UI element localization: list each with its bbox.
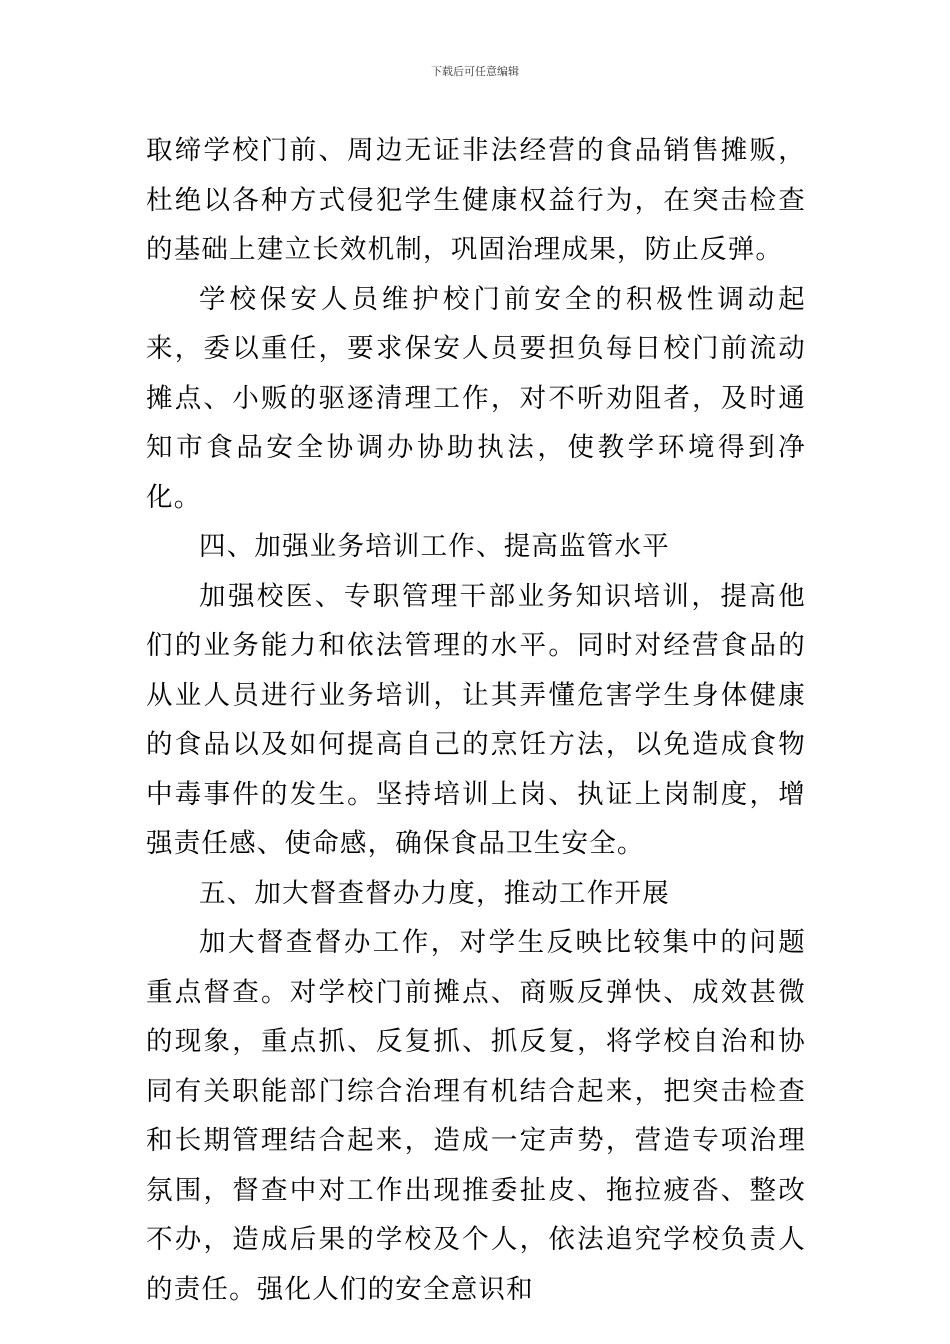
paragraph-supervision: 加大督查督办工作，对学生反映比较集中的问题重点督查。对学校门前摊点、商贩反弹快、成效甚微的现象，重点抓、反复抓、抓反复，将学校自治和协同有关职能部门综合治理有机结合起来，把突击检查和长期管理结合起来，造成一定声势，营造专项治理氛围，督查中对工作出现推委扯皮、拖拉疲沓、整改不办，造成后果的学校及个人，依法追究学校负责人的责任。强化人们的安全意识和 bbox=[146, 927, 806, 1305]
paragraph-security-staff: 学校保安人员维护校门前安全的积极性调动起来，委以重任，要求保安人员要担负每日校门前流动摊点、小贩的驱逐清理工作，对不听劝阻者，及时通知市食品安全协调办协助执法，使教学环境得到净化。 bbox=[146, 283, 806, 513]
document-body bbox=[146, 126, 806, 1314]
paragraph-training: 加强校医、专职管理干部业务知识培训，提高他们的业务能力和依法管理的水平。同时对经营食品的从业人员进行业务培训，让其弄懂危害学生身体健康的食品以及如何提高自己的烹饪方法，以免造成食物中毒事件的发生。坚持培训上岗、执证上岗制度，增强责任感、使命感，确保食品卫生安全。 bbox=[146, 580, 806, 859]
paragraph-continuation: 取缔学校门前、周边无证非法经营的食品销售摊贩，杜绝以各种方式侵犯学生健康权益行为，在突击检查的基础上建立长效机制，巩固治理成果，防止反弹。 bbox=[146, 135, 806, 265]
section-heading-five: 五、加大督查督办力度，推动工作开展 bbox=[199, 877, 670, 909]
section-heading-four: 四、加强业务培训工作、提高监管水平 bbox=[199, 531, 670, 562]
page-header-note: 下载后可任意编辑 bbox=[431, 65, 519, 78]
